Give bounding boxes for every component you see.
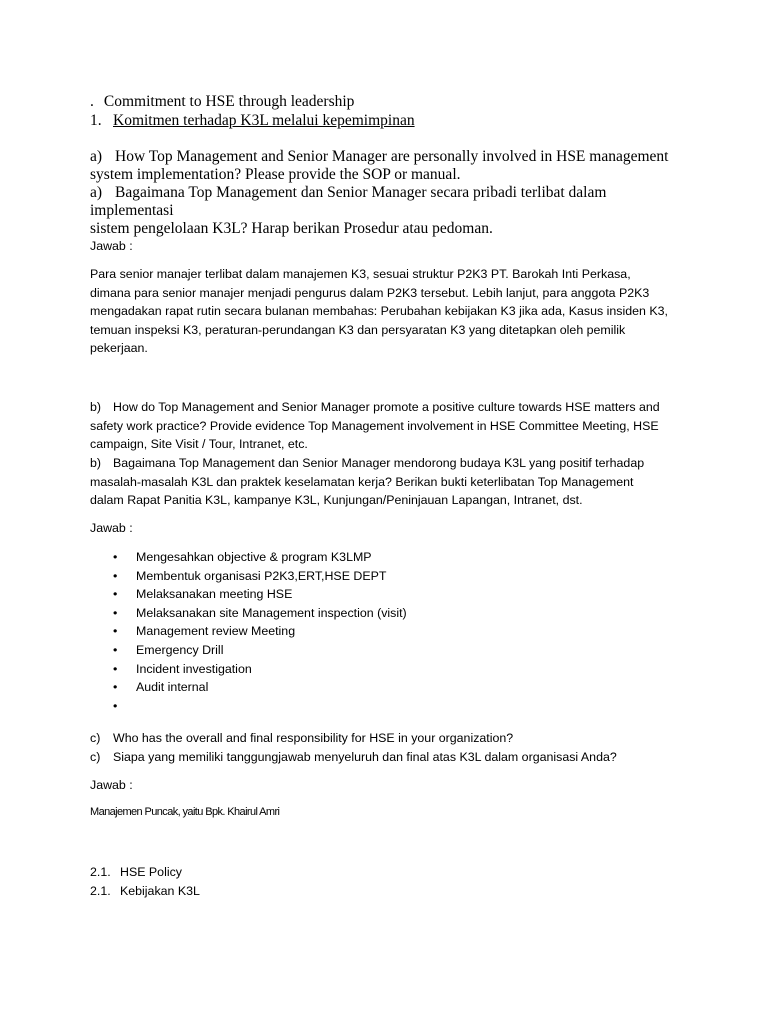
bullet-icon: • bbox=[113, 661, 118, 676]
answer-a-text bbox=[90, 265, 710, 358]
list-item bbox=[90, 567, 407, 586]
section-title: Kebijakan K3L bbox=[120, 883, 200, 898]
answer-b-label: Jawab : bbox=[90, 521, 133, 535]
list-item bbox=[90, 548, 407, 567]
answer-line: mengadakan rapat rutin secara bulanan membahas: Perubahan kebijakan K3 jika ada, Kasus insiden K3, bbox=[90, 304, 668, 319]
section-number: 2.1. bbox=[90, 883, 111, 898]
question-line: system implementation? Please provide the SOP or manual. bbox=[90, 166, 461, 183]
bullet-icon: • bbox=[113, 587, 118, 602]
bullet-icon: • bbox=[113, 568, 118, 583]
list-item bbox=[90, 641, 407, 660]
question-line: Bagaimana Top Management dan Senior Manager mendorong budaya K3L yang positif terhadap bbox=[113, 456, 645, 470]
question-line: masalah-masalah K3L dan praktek keselamatan kerja? Berikan bukti keterlibatan Top Management bbox=[90, 474, 634, 489]
question-line: Siapa yang memiliki tanggungjawab menyeluruh dan final atas K3L dalam organisasi Anda? bbox=[113, 749, 617, 764]
bullet-icon: • bbox=[113, 680, 118, 695]
list-item bbox=[90, 622, 407, 641]
bullet-icon: • bbox=[113, 624, 118, 639]
question-a-id bbox=[90, 184, 690, 238]
heading-prefix: . bbox=[90, 93, 94, 110]
section-number: 2.1. bbox=[90, 865, 111, 879]
answer-c-text: Manajemen Puncak, yaitu Bpk. Khairul Amri bbox=[90, 806, 280, 818]
list-item-text: Incident investigation bbox=[136, 661, 252, 676]
bullet-icon: • bbox=[113, 698, 118, 713]
answer-a-label: Jawab : bbox=[90, 239, 133, 253]
list-item bbox=[90, 678, 407, 697]
list-item-text: Management review Meeting bbox=[136, 624, 296, 639]
list-item bbox=[90, 585, 407, 604]
bullet-icon: • bbox=[113, 605, 118, 620]
answer-line: Para senior manajer terlibat dalam manajemen K3, sesuai struktur P2K3 PT. Barokah Inti Perkasa, bbox=[90, 267, 631, 281]
question-line: How Top Management and Senior Manager are personally involved in HSE management bbox=[115, 148, 669, 165]
question-label: c) bbox=[90, 731, 101, 745]
answer-b-bullet-list bbox=[90, 548, 407, 715]
question-line: safety work practice? Provide evidence Top Management involvement in HSE Committee Meeting, HSE bbox=[90, 418, 659, 433]
question-line: How do Top Management and Senior Manager promote a positive culture towards HSE matters and bbox=[113, 400, 660, 414]
bullet-icon: • bbox=[113, 642, 118, 657]
question-a-en bbox=[90, 148, 690, 184]
heading-number: 1. bbox=[90, 112, 102, 129]
list-item-text: Melaksanakan meeting HSE bbox=[136, 587, 293, 602]
answer-line: pekerjaan. bbox=[90, 341, 148, 356]
section-heading-en bbox=[90, 93, 690, 111]
section-title: HSE Policy bbox=[120, 865, 182, 879]
question-label: b) bbox=[90, 456, 102, 470]
question-label: c) bbox=[90, 749, 101, 764]
question-line: Who has the overall and final responsibility for HSE in your organization? bbox=[113, 731, 514, 745]
section-heading-id bbox=[90, 112, 690, 130]
bullet-icon: • bbox=[113, 550, 118, 564]
list-item bbox=[90, 697, 407, 716]
list-item bbox=[90, 604, 407, 623]
heading-id-text: Komitmen terhadap K3L melalui kepemimpinan bbox=[113, 112, 415, 129]
section-2-1-heading bbox=[90, 863, 690, 900]
question-line: dalam Rapat Panitia K3L, kampanye K3L, Kunjungan/Peninjauan Lapangan, Intranet, dst. bbox=[90, 493, 583, 508]
question-label: a) bbox=[90, 184, 103, 201]
question-label: a) bbox=[90, 148, 103, 165]
answer-c-label: Jawab : bbox=[90, 778, 133, 792]
list-item-text: Audit internal bbox=[136, 680, 209, 695]
question-b-id bbox=[90, 454, 710, 510]
question-label: b) bbox=[90, 400, 102, 414]
heading-en-text: Commitment to HSE through leadership bbox=[103, 93, 355, 110]
question-line: Bagaimana Top Management dan Senior Manager secara pribadi terlibat dalam implementasi bbox=[90, 184, 607, 219]
list-item-text: Emergency Drill bbox=[136, 642, 224, 657]
list-item bbox=[90, 660, 407, 679]
answer-line: temuan inspeksi K3, peraturan-perundangan K3 dan persyaratan K3 yang ditetapkan oleh pemilik bbox=[90, 322, 626, 337]
list-item-text: Membentuk organisasi P2K3,ERT,HSE DEPT bbox=[136, 568, 387, 583]
list-item-text: Melaksanakan site Management inspection (visit) bbox=[136, 605, 407, 620]
question-c bbox=[90, 729, 710, 766]
question-b-en bbox=[90, 398, 710, 454]
question-line: sistem pengelolaan K3L? Harap berikan Prosedur atau pedoman. bbox=[90, 220, 493, 237]
question-line: campaign, Site Visit / Tour, Intranet, etc. bbox=[90, 437, 308, 452]
answer-line: dimana para senior manajer menjadi pengurus dalam P2K3 tersebut. Lebih lanjut, para anggota P2K3 bbox=[90, 285, 650, 300]
list-item-text: Mengesahkan objective & program K3LMP bbox=[136, 550, 372, 564]
